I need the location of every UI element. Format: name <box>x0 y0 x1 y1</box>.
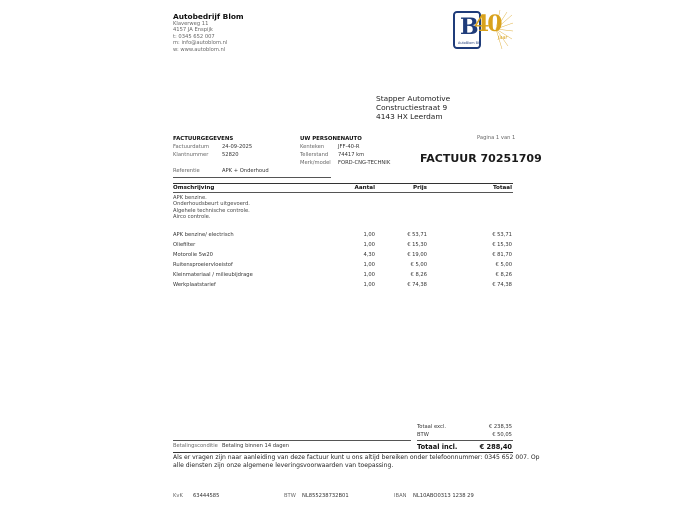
work-description-line: Algehele technische controle. <box>173 207 250 214</box>
work-description <box>173 195 250 221</box>
invoice-date-value: 24-09-2025 <box>222 144 253 150</box>
reference-value: APK + Onderhoud <box>222 168 269 174</box>
payment-value: Betaling binnen 14 dagen <box>222 443 290 449</box>
vat-value: € 50,05 <box>492 432 512 438</box>
row-total: € 74,38 <box>492 282 512 288</box>
row-description: Werkplaatstarief <box>173 282 216 288</box>
customer-number-value: 52820 <box>222 152 239 158</box>
company-logo <box>452 9 514 55</box>
row-description: Ruitensproeiervloeistof <box>173 262 233 268</box>
btw-label: BTW <box>284 493 296 499</box>
logo-years: 40 <box>474 11 501 37</box>
work-description-line: APK benzine. <box>173 195 207 201</box>
recipient-line: Constructiestraat 9 <box>376 103 448 112</box>
table-row <box>173 272 513 282</box>
invoice-date-label: Factuurdatum <box>173 144 210 150</box>
header-price: Prijs <box>412 185 427 191</box>
odometer-value: 74417 km <box>338 152 365 158</box>
table-row <box>173 282 513 292</box>
table-row <box>173 252 513 262</box>
row-total: € 81,70 <box>492 252 512 258</box>
odometer-label: Tellerstand <box>300 152 329 158</box>
company-line: Klaverweg 11 <box>173 21 209 27</box>
header-quantity: Aantal <box>354 185 375 191</box>
logo-sub: AutoBlom BV <box>458 41 481 45</box>
work-description-line: Airco controle. <box>173 214 211 221</box>
row-quantity: 4,30 <box>363 252 375 258</box>
total-incl-label: Totaal incl. <box>417 443 458 451</box>
company-line: w: www.autoblom.nl <box>173 46 226 53</box>
logo-subtitle: jaar <box>498 35 508 41</box>
iban-label: IBAN <box>394 493 407 499</box>
model-value: FORD-CNG-TECHNIK <box>338 160 391 166</box>
row-price: € 15,30 <box>407 242 427 248</box>
row-total: € 15,30 <box>492 242 512 248</box>
row-price: € 53,71 <box>407 232 427 238</box>
row-price: € 19,00 <box>407 252 427 258</box>
plate-label: Kenteken <box>300 144 325 150</box>
row-description: Motorolie 5w20 <box>173 252 213 258</box>
subtotal-label: Totaal excl. <box>417 424 446 430</box>
row-quantity: 1,00 <box>363 262 375 268</box>
table-top-rule <box>173 183 513 184</box>
invoice-title: FACTUUR 70251709 <box>420 152 542 165</box>
recipient-address <box>376 94 450 121</box>
row-price: € 8,26 <box>410 272 427 278</box>
note-line: alle diensten zijn onze algemene leveringsvoorwaarden van toepassing. <box>173 461 394 469</box>
page-number: Pagina 1 van 1 <box>477 135 516 141</box>
company-line: t: 0345 652 007 <box>173 33 215 40</box>
kvk-value: 63444585 <box>193 493 220 499</box>
row-quantity: 1,00 <box>363 242 375 248</box>
row-price: € 5,00 <box>410 262 427 268</box>
row-quantity: 1,00 <box>363 232 375 238</box>
recipient-line: 4143 HX Leerdam <box>376 112 443 121</box>
row-total: € 8,26 <box>495 272 512 278</box>
table-row <box>173 232 513 242</box>
table-row <box>173 242 513 252</box>
row-total: € 53,71 <box>492 232 512 238</box>
company-address <box>173 21 227 53</box>
work-description-line: Onderhoudsbeurt uitgevoerd. <box>173 201 250 208</box>
btw-value: NL855238732B01 <box>302 493 349 499</box>
totals-rule <box>417 440 513 441</box>
row-quantity: 1,00 <box>363 272 375 278</box>
table-row <box>173 262 513 272</box>
line-items <box>173 232 513 292</box>
logo-letter: B <box>460 14 479 40</box>
payment-rule <box>173 440 411 441</box>
recipient-line: Stapper Automotive <box>376 94 451 103</box>
row-description: APK benzine/ electrisch <box>173 232 234 238</box>
footer-note <box>173 454 540 469</box>
info-divider <box>173 177 331 178</box>
payment-label: Betalingsconditie <box>173 443 218 449</box>
company-line: m: info@autoblom.nl <box>173 40 228 47</box>
kvk-label: KvK <box>173 493 183 499</box>
header-total: Totaal <box>492 185 512 191</box>
table-header-rule <box>173 192 513 193</box>
total-incl-value: € 288,40 <box>479 443 512 451</box>
vehicle-heading: UW PERSONENAUTO <box>300 136 362 142</box>
company-name: Autobedrijf Blom <box>173 12 244 21</box>
iban-value: NL10ABO0313 1238 29 <box>413 493 474 499</box>
row-description: Oliefilter <box>173 242 196 248</box>
row-quantity: 1,00 <box>363 282 375 288</box>
row-description: Kleinmateriaal / milieubijdrage <box>173 272 253 278</box>
invoice-info-heading: FACTUURGEGEVENS <box>173 136 234 142</box>
plate-value: JFF-40-R <box>338 144 360 150</box>
subtotal-value: € 238,35 <box>488 424 512 430</box>
row-total: € 5,00 <box>495 262 512 268</box>
note-line: Als er vragen zijn naar aanleiding van deze factuur kunt u ons altijd bereiken onder telefoonnummer: 0345 652 007. Op <box>173 454 540 461</box>
customer-number-label: Klantnummer <box>173 152 209 158</box>
row-price: € 74,38 <box>407 282 427 288</box>
reference-label: Referentie <box>173 168 200 174</box>
company-line: 4157 JA Enspijk <box>173 27 213 34</box>
model-label: Merk/model <box>300 160 331 166</box>
note-rule <box>173 452 513 453</box>
header-description: Omschrijving <box>173 185 215 191</box>
vat-label: BTW <box>417 432 429 438</box>
